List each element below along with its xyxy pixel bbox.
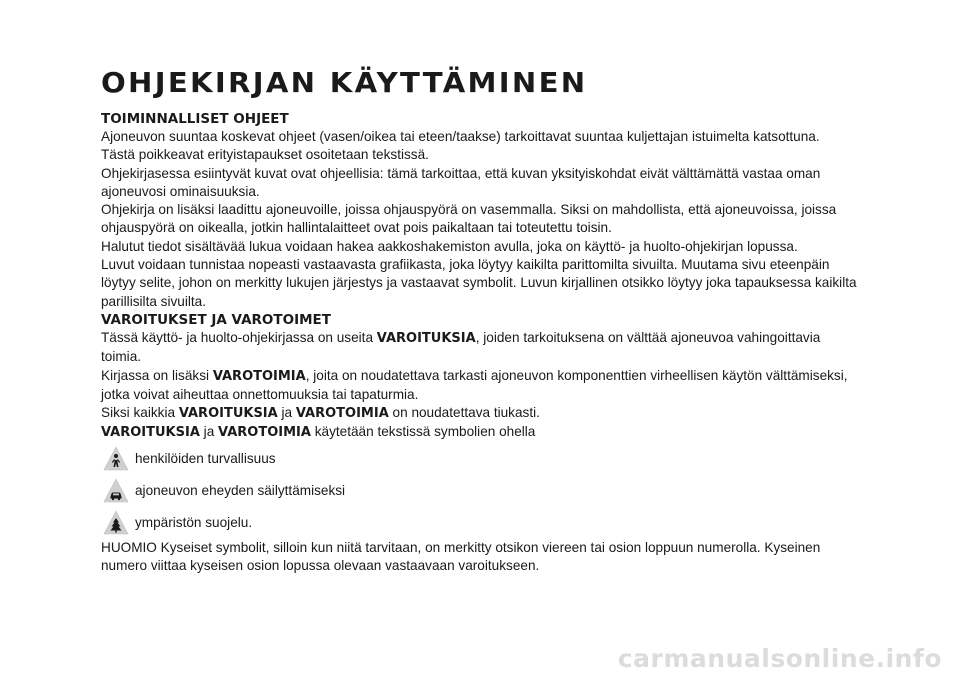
symbol-label: henkilöiden turvallisuus xyxy=(135,450,276,466)
paragraph: Luvut voidaan tunnistaa nopeasti vastaavasta grafiikasta, joka löytyy kaikilta parittomilta sivuilta. Muutama sivu eteenpäin löytyy selite, johon on merkitty lukujen järjestys ja vastaavat symbolit. Luvun kirjallinen otsikko löytyy joka tapauksessa kaikilta parillisilta sivuilta. xyxy=(101,257,857,309)
bold-term: VAROITUKSIA xyxy=(101,425,200,441)
text-run: ja xyxy=(277,405,296,421)
paragraph xyxy=(101,367,861,405)
paragraph: Ohjekirja on lisäksi laadittu ajoneuvoille, joissa ohjauspyörä on vasemmalla. Siksi on mahdollista, että ajoneuvoissa, joissa ohjauspyörä on oikealla, jotkin hallintalaitteet ovat pois paikaltaan tai toteutettu toisin. xyxy=(101,202,837,236)
person-warning-icon xyxy=(103,446,129,472)
manual-page xyxy=(101,66,861,575)
text-run: , joita on noudatettava tarkasti ajoneuvon komponenttien virheellisen käytön välttämiseksi, jotka voivat aiheuttaa onnettomuuksia tai tapaturmia. xyxy=(101,367,848,402)
note-paragraph: HUOMIO Kyseiset symbolit, silloin kun niitä tarvitaan, on merkitty otsikon viereen tai osion loppuun numerolla. Kyseinen numero viittaa kyseisen osion lopussa olevaan vastaavaan varoitukseen. xyxy=(101,539,821,574)
paragraph: Halutut tiedot sisältävää lukua voidaan hakea aakkoshakemiston avulla, joka on käyttö- ja huolto-ohjekirjan lopussa. xyxy=(101,238,798,254)
text-run: Siksi kaikkia xyxy=(101,405,179,421)
bold-term: VAROTOIMIA xyxy=(212,368,306,384)
symbol-row-person xyxy=(103,443,861,475)
bold-term: VAROTOIMIA xyxy=(295,406,389,422)
paragraph xyxy=(101,329,861,367)
bold-term: VAROTOIMIA xyxy=(218,425,311,441)
text-run: Tässä käyttö- ja huolto-ohjekirjassa on useita xyxy=(101,329,377,345)
text-run: käytetään tekstissä symbolien ohella xyxy=(310,424,536,440)
paragraph: Tästä poikkeavat erityistapaukset osoitetaan tekstissä. xyxy=(101,147,429,163)
text-run: Kirjassa on lisäksi xyxy=(101,367,213,383)
vehicle-warning-icon xyxy=(103,478,129,504)
symbol-label: ympäristön suojelu. xyxy=(135,514,253,530)
bold-term: VAROITUKSIA xyxy=(376,330,476,346)
bold-term: VAROITUKSIA xyxy=(178,406,278,422)
symbol-label: ajoneuvon eheyden säilyttämiseksi xyxy=(135,482,346,498)
page-title: OHJEKIRJAN KÄYTTÄMINEN xyxy=(101,66,588,99)
paragraph xyxy=(101,404,861,423)
symbol-row-environment xyxy=(103,507,861,539)
section-heading-warnings: VAROITUKSET JA VAROTOIMET xyxy=(101,311,331,328)
paragraph: Ohjekirjasessa esiintyvät kuvat ovat ohjeellisia: tämä tarkoittaa, että kuvan yksityiskohdat eivät välttämättä vastaa oman ajoneuvosi ominaisuuksia. xyxy=(101,165,821,199)
tree-warning-icon xyxy=(103,510,129,536)
text-run: , joiden tarkoituksena on välttää ajoneuvoa vahingoittavia toimia. xyxy=(101,329,821,365)
watermark: carmanualsonline.info xyxy=(617,644,942,673)
paragraph xyxy=(101,423,861,442)
text-run: on noudatettava tiukasti. xyxy=(388,405,540,421)
symbol-row-vehicle xyxy=(103,475,861,507)
text-run: ja xyxy=(199,424,219,440)
section-heading-instructions: TOIMINNALLISET OHJEET xyxy=(101,111,289,127)
paragraph: Ajoneuvon suuntaa koskevat ohjeet (vasen/oikea tai eteen/taakse) tarkoittavat suuntaa kuljettajan istuimelta katsottuna. xyxy=(101,129,820,144)
